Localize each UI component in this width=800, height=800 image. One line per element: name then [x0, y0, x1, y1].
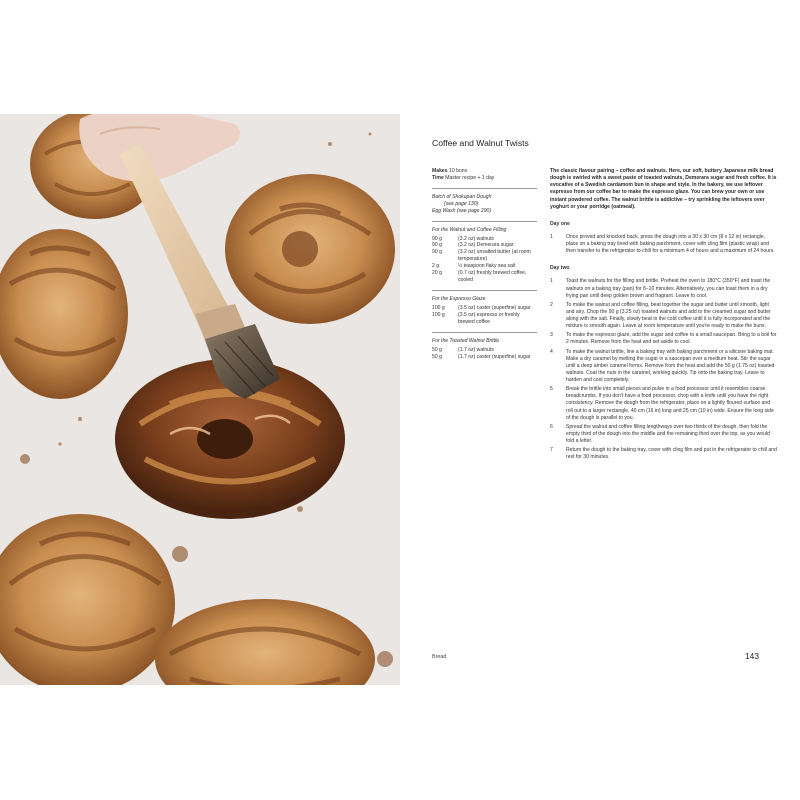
base-recipes — [432, 194, 537, 215]
makes-value: 10 buns — [449, 168, 468, 174]
time-line — [432, 175, 537, 182]
ingredient-row — [432, 347, 537, 354]
base-recipe-line: Egg Wash (see page 290) — [432, 207, 492, 214]
step-text: To make the walnut and coffee filling, beat together the sugar and butter until smooth, light and airy. Chop the 90 g (3.25 oz) toasted walnuts and add to the creamed sugar and butter along with the salt. Finally, slowly beat in the cold coffee until it is fully incorporated and the mixture is smooth again. Leave at room temperature until you're ready to make the buns. — [566, 301, 771, 330]
base-recipe-line: (see page 130) — [444, 200, 479, 207]
ingredient-name: (3.2 oz) walnuts — [458, 235, 494, 242]
step-number: 1 — [550, 278, 553, 285]
time-value: Master recipe + 1 day — [445, 174, 495, 181]
makes-line — [432, 168, 537, 175]
ingredient-row — [432, 354, 537, 361]
ingredient-name: (3.2 oz) unsalted butter (at room temperature) — [458, 249, 531, 263]
ingredient-name: (0.7 oz) freshly brewed coffee, cooled — [458, 270, 527, 284]
step-text: To make the espresso glaze, add the sugar and coffee to a small saucepan. Bring to a boil for 2 minutes. Remove from the heat and set aside to cool. — [566, 332, 777, 346]
step-text: To make the walnut brittle, line a baking tray with baking parchment or a silicone baking mat. Make a dry caramel by melting the sugar in a saucepan over a medium heat. Stir the sugar until a deep amber caramel forms. Remove from the heat and add the 50 g (1.75 oz) toasted walnuts. Coat the nuts in the caramel, working quickly. Tip onto the baking tray. Leave to harden and cool completely. — [566, 348, 775, 383]
base-recipe-line: Batch of Shokupan Dough — [432, 193, 492, 200]
section-name: Bread — [432, 654, 447, 660]
ingredient-group-heading: For the Walnut and Coffee Filling — [432, 226, 507, 233]
ingredient-quantity: 100 g — [432, 304, 445, 311]
ingredient-quantity: 100 g — [432, 311, 445, 318]
step-text: Return the dough to the baking tray, cover with cling film and put in the refrigerator to chill and rest for 30 minutes. — [566, 447, 777, 461]
ingredient-groups — [432, 221, 537, 361]
method-column — [550, 168, 778, 463]
ingredient-quantity: 20 g — [432, 270, 442, 277]
step-text: Break the brittle into small pieces and pulse in a food processor until it resembles coarse breadcrumbs. If you don't have a food processor, chop with a knife until you have the right consistency. Remove the dough from the refrigerator, place on a lightly floured surface and roll out to a larger rectangle, 40 cm (16 in) long and 25 cm (10 in) wide. Ensure the long side of the dough is parallel to you. — [566, 386, 774, 421]
ingredient-quantity: 90 g — [432, 235, 442, 242]
ingredient-quantity: 50 g — [432, 353, 442, 360]
day-heading: Day two — [550, 265, 570, 272]
ingredient-row — [432, 242, 537, 249]
step-text: Spread the walnut and coffee filling lengthways over two thirds of the dough, then fold the empty third of the dough into the middle and the remaining third over the top, as you would fold a letter. — [566, 423, 770, 444]
ingredient-quantity: 50 g — [432, 346, 442, 353]
page-number: 143 — [745, 651, 759, 661]
time-label: Time — [432, 174, 444, 181]
ingredient-name: (3.2 oz) Demerara sugar — [458, 242, 514, 249]
recipe-intro: The classic flavour pairing – coffee and walnuts. Here, our soft, buttery Japanese milk bread dough is swirled with a sweet paste of toasted walnuts, Demerara sugar and fresh coffee. It is evocative of a Swedish cardamom bun in shape and style. In the bakery, we use leftover espresso from our coffee bar to make the espresso glaze. You can brew your own or use instant powdered coffee. The walnut brittle is addictive – try sprinkling the leftovers over yoghurt or your porridge (oatmeal). — [550, 168, 777, 210]
step-number: 3 — [550, 332, 553, 339]
ingredient-group-heading: For the Toasted Walnut Brittle — [432, 337, 500, 344]
method-days — [550, 221, 778, 462]
method-step — [550, 278, 778, 299]
ingredient-quantity: 2 g — [432, 263, 440, 270]
ingredient-quantity: 90 g — [432, 242, 442, 249]
ingredient-group — [432, 338, 537, 361]
ingredient-row — [432, 263, 537, 270]
method-step — [550, 234, 778, 255]
divider — [432, 188, 537, 189]
method-step — [550, 386, 778, 422]
recipe-page — [400, 114, 800, 685]
divider — [432, 332, 537, 333]
ingredient-group — [432, 296, 537, 326]
method-step — [550, 302, 778, 331]
divider — [432, 221, 537, 222]
step-number: 4 — [550, 348, 553, 355]
method-step — [550, 447, 778, 461]
step-number: 5 — [550, 386, 553, 393]
ingredient-quantity: 90 g — [432, 249, 442, 256]
step-text: Once proved and knocked back, press the dough into a 30 x 30 cm (8 x 12 in) rectangle, place on a baking tray lined with baking parchment, cover with cling film (plastic wrap) and then transfer to the refrigerator to chill for a minimum 4 of hours and a maximum of 24 hours. — [566, 233, 775, 255]
ingredient-row — [432, 312, 537, 326]
method-step — [550, 332, 778, 346]
method-step — [550, 424, 778, 445]
ingredient-row — [432, 305, 537, 312]
ingredient-group — [432, 227, 537, 284]
recipe-photo — [0, 114, 400, 685]
step-number: 1 — [550, 233, 553, 240]
step-text: Toast the walnuts for the filling and brittle. Preheat the oven to 180°C (350°F) and toast the walnuts on a baking tray (pan) for 8–10 minutes. Alternatively, you can toast them in a dry frying pan until deep golden brown and fragrant. Leave to cool. — [566, 278, 771, 299]
ingredient-name: (1.7 oz) caster (superfine) sugar — [458, 353, 531, 360]
step-number: 7 — [550, 447, 553, 454]
recipe-title: Coffee and Walnut Twists — [432, 138, 529, 148]
ingredient-row — [432, 270, 537, 284]
ingredient-group-heading: For the Espresso Glaze — [432, 295, 486, 302]
step-number: 2 — [550, 301, 553, 308]
ingredient-name: (1.7 oz) walnuts — [458, 346, 494, 353]
divider — [432, 290, 537, 291]
makes-label: Makes — [432, 168, 448, 174]
ingredients-column — [432, 168, 537, 360]
method-step — [550, 349, 778, 385]
ingredient-name: (3.5 oz) espresso or freshly brewed coffee — [458, 311, 520, 325]
ingredient-row — [432, 236, 537, 243]
day-heading: Day one — [550, 220, 570, 227]
step-number: 6 — [550, 423, 553, 430]
brushing-glaze-on-buns-photo — [0, 114, 400, 685]
book-spread — [0, 114, 800, 685]
ingredient-name: (3.5 oz) caster (superfine) sugar — [458, 304, 531, 311]
ingredient-row — [432, 249, 537, 263]
ingredient-name: ½ teaspoon flaky sea salt — [458, 263, 516, 270]
